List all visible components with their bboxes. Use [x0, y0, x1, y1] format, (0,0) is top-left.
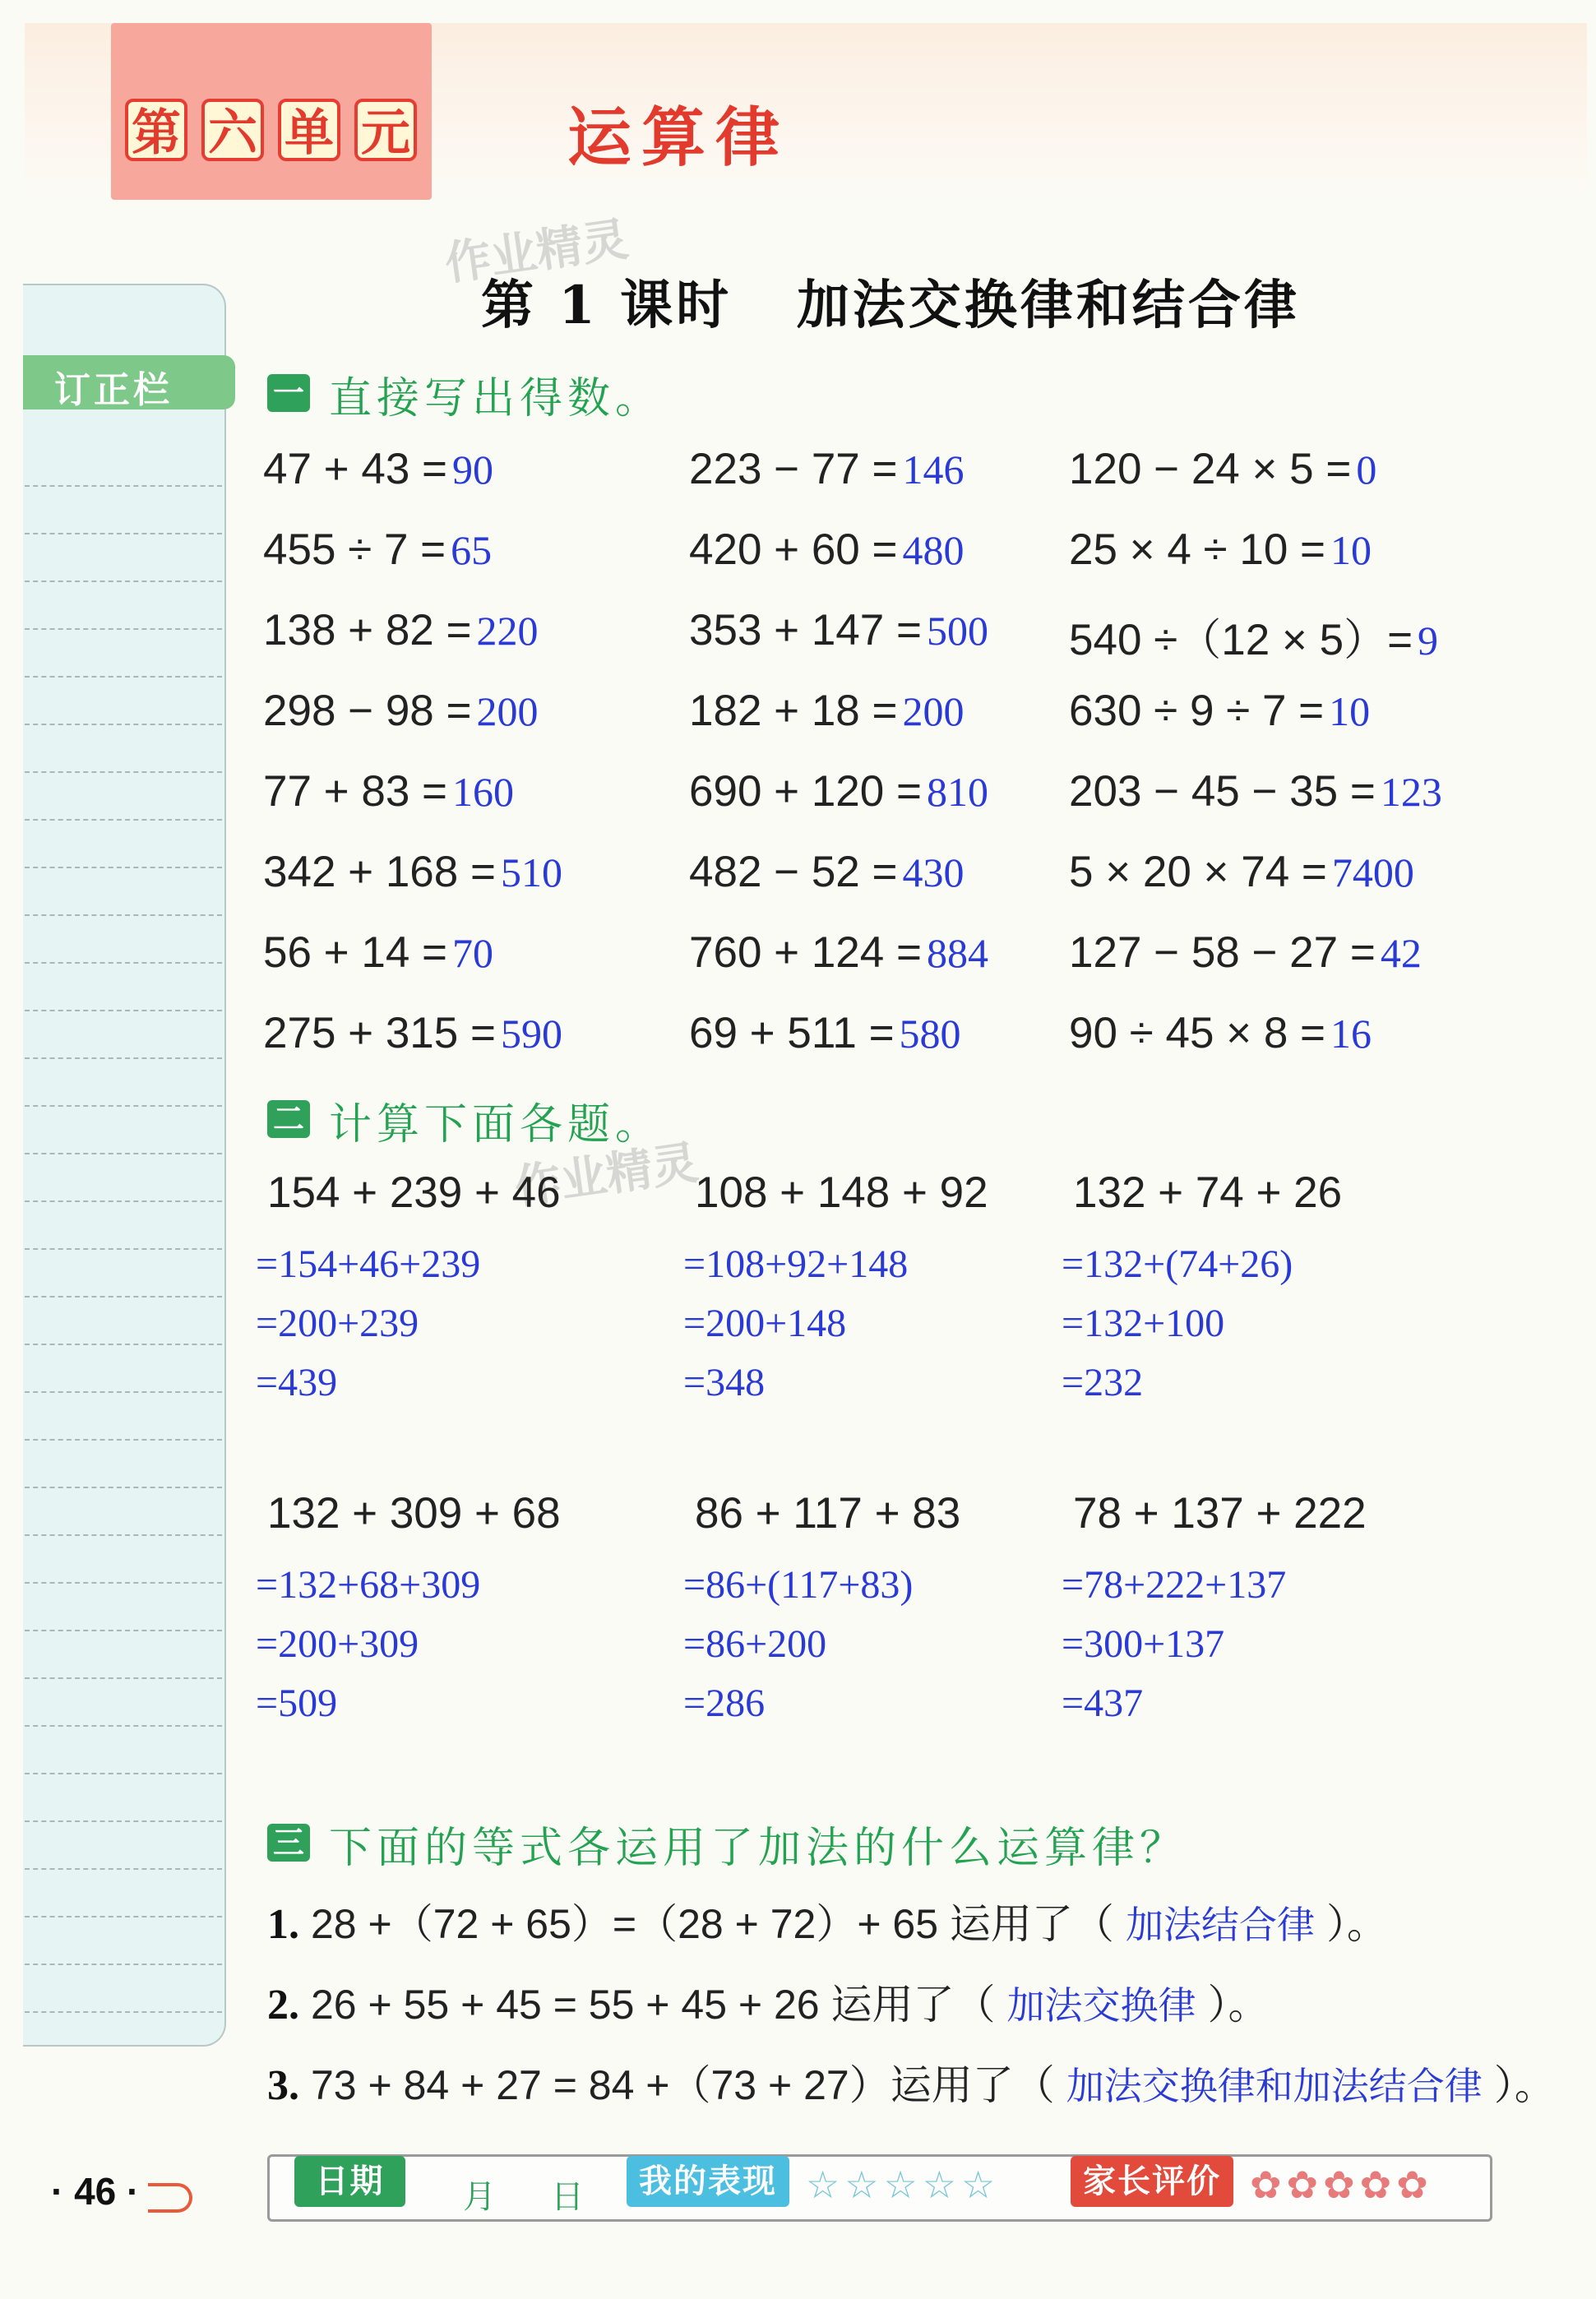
- section-title: 计算下面各题。: [329, 1100, 664, 1150]
- unit-char: 元: [354, 99, 417, 161]
- equation-item: [1069, 927, 1422, 978]
- ruled-line: [25, 1057, 222, 1059]
- ruled-line: [25, 1200, 222, 1202]
- equation-item: [1069, 686, 1370, 736]
- problem-expression: 78 + 137 + 222: [1073, 1489, 1367, 1538]
- ruled-line: [25, 581, 222, 582]
- ruled-line: [25, 1344, 222, 1345]
- solution-step[interactable]: =132+(74+26): [1062, 1242, 1293, 1286]
- answer-text[interactable]: 9: [1418, 618, 1439, 664]
- performance-label: 我的表现: [627, 2156, 789, 2207]
- ruled-line: [25, 1487, 222, 1488]
- equation-item: [263, 605, 538, 655]
- equation-text: 630 ÷ 9 ÷ 7 =: [1069, 687, 1325, 735]
- ruled-line: [25, 1677, 222, 1679]
- ruled-line: [25, 867, 222, 868]
- problem-expression: 154 + 239 + 46: [267, 1168, 561, 1217]
- ruled-line: [25, 485, 222, 487]
- law-question: [267, 1891, 1388, 1950]
- equation-text: 455 ÷ 7 =: [263, 525, 446, 574]
- flower-icon[interactable]: ✿: [1396, 2163, 1433, 2207]
- question-tail: ）。: [1207, 1982, 1270, 2028]
- ruled-line: [25, 914, 222, 916]
- star-icon[interactable]: ☆: [961, 2163, 1001, 2207]
- ruled-line: [25, 771, 222, 773]
- solution-step[interactable]: =509: [256, 1681, 338, 1725]
- solution-step[interactable]: =300+137: [1062, 1622, 1225, 1666]
- watermark: 作业精灵: [442, 212, 632, 292]
- question-number: 1.: [267, 1901, 299, 1948]
- problem-expression: 132 + 74 + 26: [1073, 1168, 1343, 1217]
- question-number: 2.: [267, 1982, 299, 2028]
- ruled-line: [25, 1296, 222, 1298]
- flower-icon[interactable]: ✿: [1286, 2163, 1324, 2207]
- answer-text[interactable]: 0: [1356, 446, 1377, 493]
- question-equation: 26 + 55 + 45 = 55 + 45 + 26 运用了（: [311, 1982, 996, 2028]
- solution-step[interactable]: =132+100: [1062, 1302, 1225, 1345]
- equation-item: [689, 444, 964, 494]
- date-label: 日期: [294, 2156, 405, 2207]
- ruled-line: [25, 1820, 222, 1822]
- equation-text: 223 − 77 =: [689, 445, 898, 493]
- ruled-line: [25, 628, 222, 630]
- ruled-line: [25, 1534, 222, 1536]
- performance-stars[interactable]: [806, 2163, 1000, 2207]
- equation-item: [689, 766, 988, 816]
- equation-item: [689, 686, 964, 736]
- star-icon[interactable]: ☆: [806, 2163, 845, 2207]
- answer-text[interactable]: 580: [899, 1011, 961, 1057]
- equation-text: 540 ÷（12 × 5）=: [1069, 616, 1413, 664]
- equation-text: 25 × 4 ÷ 10 =: [1069, 525, 1325, 574]
- equation-text: 69 + 511 =: [689, 1009, 895, 1057]
- solution-step[interactable]: =348: [683, 1361, 766, 1404]
- ruled-line: [25, 1010, 222, 1011]
- equation-item: [689, 847, 964, 897]
- answer-text[interactable]: 90: [451, 446, 493, 493]
- flower-icon[interactable]: ✿: [1359, 2163, 1397, 2207]
- unit-char: 六: [201, 99, 264, 161]
- ruled-line: [25, 1391, 222, 1393]
- answer-text[interactable]: 146: [902, 446, 965, 493]
- ruled-line: [25, 1630, 222, 1631]
- flower-icon[interactable]: ✿: [1323, 2163, 1360, 2207]
- answer-text[interactable]: 220: [476, 608, 539, 654]
- law-question: [267, 1972, 1270, 2031]
- answer-text[interactable]: 200: [902, 688, 965, 734]
- solution-step[interactable]: =200+309: [256, 1622, 419, 1666]
- solution-step[interactable]: =439: [256, 1361, 338, 1404]
- section-badge: 一: [267, 374, 310, 412]
- equation-text: 690 + 120 =: [689, 767, 922, 816]
- answer-text[interactable]: 500: [926, 608, 988, 654]
- ruled-line: [25, 1725, 222, 1727]
- equation-text: 90 ÷ 45 × 8 =: [1069, 1009, 1325, 1057]
- equation-item: [689, 927, 988, 978]
- answer-text[interactable]: 7400: [1331, 849, 1414, 895]
- equation-item: [1069, 444, 1376, 494]
- equation-text: 420 + 60 =: [689, 525, 898, 574]
- ruled-line: [25, 2011, 222, 2013]
- page-number: · 46 ·: [51, 2170, 140, 2213]
- solution-step[interactable]: =200+239: [256, 1302, 419, 1345]
- answer-text[interactable]: 430: [902, 849, 965, 895]
- answer-text[interactable]: 42: [1380, 930, 1422, 976]
- equation-text: 482 − 52 =: [689, 848, 898, 896]
- question-tail: ）。: [1493, 2062, 1556, 2108]
- solution-step[interactable]: =437: [1062, 1681, 1144, 1725]
- answer-text[interactable]: 123: [1380, 769, 1442, 815]
- ruled-line: [25, 676, 222, 678]
- equation-item: [1069, 766, 1442, 816]
- answer-text[interactable]: 160: [451, 769, 514, 815]
- equation-item: [263, 686, 538, 736]
- equation-item: [263, 525, 492, 575]
- answer-text[interactable]: 加法结合律: [1125, 1903, 1315, 1947]
- section-badge: 二: [267, 1100, 310, 1138]
- watermark: 作业精灵: [511, 1136, 702, 1215]
- page-arrow: [148, 2183, 192, 2213]
- answer-text[interactable]: 10: [1329, 688, 1371, 734]
- law-question: [267, 2052, 1556, 2112]
- equation-text: 56 + 14 =: [263, 928, 447, 977]
- section-title: 直接写出得数。: [329, 374, 664, 423]
- ruled-line: [25, 1868, 222, 1870]
- equation-text: 182 + 18 =: [689, 687, 898, 735]
- ruled-line: [25, 962, 222, 964]
- equation-text: 275 + 315 =: [263, 1009, 496, 1057]
- equation-item: [1069, 847, 1414, 897]
- ruled-line: [25, 724, 222, 725]
- answer-text[interactable]: 加法交换律和加法结合律: [1066, 2064, 1483, 2108]
- answer-text[interactable]: 70: [451, 930, 493, 976]
- equation-text: 127 − 58 − 27 =: [1069, 928, 1376, 977]
- question-number: 3.: [267, 2062, 299, 2109]
- section-title: 下面的等式各运用了加法的什么运算律？: [329, 1824, 1188, 1873]
- question-equation: 28 +（72 + 65）=（28 + 72）+ 65 运用了（: [311, 1901, 1114, 1947]
- equation-text: 203 − 45 − 35 =: [1069, 767, 1376, 816]
- parent-flowers[interactable]: [1250, 2163, 1433, 2207]
- equation-text: 77 + 83 =: [263, 767, 447, 816]
- question-equation: 73 + 84 + 27 = 84 +（73 + 27）运用了（: [311, 2062, 1055, 2108]
- ruled-line: [25, 1916, 222, 1917]
- star-icon[interactable]: ☆: [922, 2163, 961, 2207]
- equation-item: [263, 1008, 562, 1058]
- equation-item: [1069, 605, 1438, 668]
- problem-expression: 86 + 117 + 83: [695, 1489, 961, 1538]
- question-tail: ）。: [1325, 1901, 1388, 1947]
- answer-text[interactable]: 65: [451, 527, 493, 573]
- unit-title: 运算律: [567, 101, 790, 175]
- solution-step[interactable]: =154+46+239: [256, 1242, 481, 1286]
- equation-item: [263, 927, 493, 978]
- answer-text[interactable]: 510: [500, 849, 562, 895]
- solution-step[interactable]: =132+68+309: [256, 1563, 481, 1607]
- equation-text: 5 × 20 × 74 =: [1069, 848, 1327, 896]
- unit-char: 第: [125, 99, 187, 161]
- ruled-line: [25, 1773, 222, 1774]
- equation-text: 760 + 124 =: [689, 928, 922, 977]
- ruled-line: [25, 1582, 222, 1584]
- answer-text[interactable]: 加法交换律: [1006, 1983, 1196, 2028]
- equation-text: 120 − 24 × 5 =: [1069, 445, 1352, 493]
- answer-text[interactable]: 884: [926, 930, 988, 976]
- equation-item: [263, 766, 514, 816]
- equation-item: [1069, 1008, 1372, 1058]
- ruled-line: [25, 1153, 222, 1154]
- month-label: 月: [463, 2178, 496, 2216]
- answer-text[interactable]: 10: [1330, 527, 1372, 573]
- equation-item: [263, 847, 562, 897]
- solution-step[interactable]: =78+222+137: [1062, 1563, 1287, 1607]
- flower-icon[interactable]: ✿: [1250, 2163, 1287, 2207]
- equation-item: [689, 525, 964, 575]
- unit-char: 单: [278, 99, 340, 161]
- solution-step[interactable]: =86+(117+83): [683, 1563, 914, 1607]
- solution-step[interactable]: =232: [1062, 1361, 1144, 1404]
- ruled-line: [25, 1105, 222, 1107]
- correction-panel: [23, 284, 226, 2047]
- answer-text[interactable]: 16: [1330, 1011, 1372, 1057]
- ruled-line: [25, 1964, 222, 1965]
- problem-expression: 108 + 148 + 92: [695, 1168, 988, 1217]
- equation-text: 47 + 43 =: [263, 445, 447, 493]
- equation-item: [689, 605, 988, 655]
- answer-text[interactable]: 480: [902, 527, 965, 573]
- day-label: 日: [551, 2178, 584, 2216]
- ruled-line: [25, 533, 222, 534]
- parent-review-label: 家长评价: [1071, 2156, 1233, 2207]
- equation-item: [689, 1008, 961, 1058]
- solution-step[interactable]: =286: [683, 1681, 766, 1725]
- answer-text[interactable]: 590: [500, 1011, 562, 1057]
- ruled-line: [25, 819, 222, 821]
- answer-text[interactable]: 810: [926, 769, 988, 815]
- problem-expression: 132 + 309 + 68: [267, 1489, 561, 1538]
- equation-item: [263, 444, 493, 494]
- solution-step[interactable]: =86+200: [683, 1622, 827, 1666]
- equation-item: [1069, 525, 1372, 575]
- solution-step[interactable]: =200+148: [683, 1302, 847, 1345]
- equation-text: 353 + 147 =: [689, 606, 922, 655]
- ruled-line: [25, 1439, 222, 1441]
- section-badge: 三: [267, 1824, 310, 1862]
- solution-step[interactable]: =108+92+148: [683, 1242, 909, 1286]
- correction-label: 订正栏: [54, 369, 173, 411]
- star-icon[interactable]: ☆: [844, 2163, 884, 2207]
- ruled-line: [25, 1248, 222, 1250]
- answer-text[interactable]: 200: [476, 688, 539, 734]
- lesson-title: 第 1 课时 加法交换律和结合律: [481, 275, 1300, 336]
- equation-text: 298 − 98 =: [263, 687, 472, 735]
- star-icon[interactable]: ☆: [883, 2163, 923, 2207]
- equation-text: 342 + 168 =: [263, 848, 496, 896]
- equation-text: 138 + 82 =: [263, 606, 472, 655]
